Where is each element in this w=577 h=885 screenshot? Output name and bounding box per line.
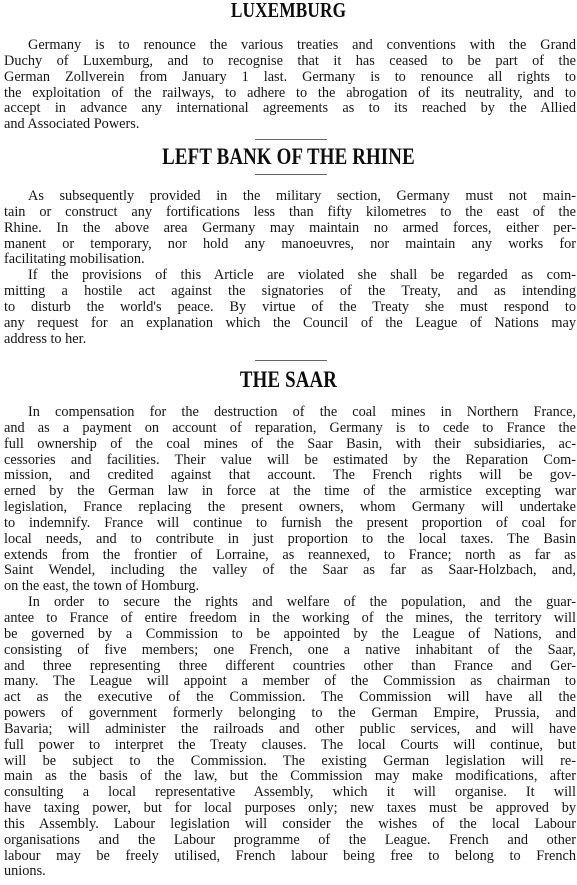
section-heading-the-saar: THE SAAR xyxy=(239,367,338,392)
text-line: and Associated Powers. xyxy=(4,116,140,133)
text-line: main as the basis of the law, but the Commission may make modifications, after xyxy=(4,768,576,785)
text-line: consisting of five members; one French, one a native inhabitant of the Saar, xyxy=(4,641,576,658)
text-line: this Assembly. Labour legislation will consider the wishes of the local Labour xyxy=(4,815,576,832)
text-line: legislation, France replacing the present owners, whom Germany will undertake xyxy=(4,499,576,516)
text-line: Rhine. In the above area Germany may maintain no armed forces, either per- xyxy=(4,219,576,236)
text-line: act as the executive of the Commission. The Commission will have all the xyxy=(4,689,576,706)
section-body-luxemburg xyxy=(4,38,576,133)
text-line: many. The League will appoint a member of the Commission as chairman to xyxy=(4,673,576,690)
text-line: full ownership of the coal mines of the Saar Basin, with their subsidiaries, ac- xyxy=(4,435,576,452)
text-line: As subsequently provided in the military section, Germany must not main- xyxy=(28,188,576,204)
text-line: organisations and the Labour programme of the League. French and other xyxy=(4,831,576,848)
text-line: and three representing three different countries other than France and Ger- xyxy=(4,657,576,674)
section-heading-left-bank-of-the-rhine: LEFT BANK OF THE RHINE xyxy=(162,144,415,169)
text-line: accept in advance any international agreements as to its reached by the Allied xyxy=(4,100,576,117)
text-line: any request for an explanation which the Council of the League of Nations may xyxy=(4,314,576,331)
heading-underline xyxy=(255,174,327,175)
text-line: local needs, and to contribute in just proportion to the local taxes. The Basin xyxy=(4,530,576,547)
text-line: to disturb the world's peace. By virtue of the Treaty she must respond to xyxy=(4,298,576,315)
text-line: If the provisions of this Article are violated she shall be regarded as com- xyxy=(28,267,576,284)
text-line: will be subject to the Commission. The existing German legislation will re- xyxy=(4,752,576,769)
text-line: Bavaria; will administer the railroads and other public services, and will have xyxy=(4,720,576,737)
text-line: unions. xyxy=(4,863,46,880)
section-heading-luxemburg: LUXEMBURG xyxy=(230,0,347,22)
text-line: Duchy of Luxemburg, and to recognise that it has ceased to be part of the xyxy=(4,52,576,69)
section-body-left-bank-of-the-rhine xyxy=(4,189,576,347)
text-line: and as a payment on account of reparation, Germany is to cede to France the xyxy=(4,419,576,436)
text-line: antee to France of entire freedom in the working of the mines, the territory will xyxy=(4,609,576,626)
text-line: address to her. xyxy=(4,330,87,347)
text-line: full power to interpret the Treaty clauses. The local Courts will continue, but xyxy=(4,736,576,753)
section-divider xyxy=(255,360,327,361)
text-line: mission, and credited against that account. The French rights will be gov- xyxy=(4,467,576,484)
text-line: In compensation for the destruction of the coal mines in Northern France, xyxy=(28,404,576,420)
text-line: labour may be freely utilised, French labour being free to belong to French xyxy=(4,847,576,864)
text-line: In order to secure the rights and welfare of the population, and the guar- xyxy=(28,594,576,611)
text-line: powers of government formerly belonging to the German Empire, Prussia, and xyxy=(4,705,576,722)
text-line: mitting a hostile act against the signatories of the Treaty, and as intending xyxy=(4,283,576,300)
text-line: to indemnify. France will continue to furnish the present proportion of coal for xyxy=(4,514,576,531)
text-line: consulting a local representative Assembly, which it will organise. It will xyxy=(4,784,576,801)
text-line: tain or construct any fortifications less than fifty kilometres to the east of the xyxy=(4,203,576,220)
text-line: Saint Wendel, including the valley of the Saar as far as Saar-Holzbach, and, xyxy=(4,562,576,579)
section-divider xyxy=(255,139,327,140)
text-line: German Zollverein from January 1 last. Germany is to renounce all rights to xyxy=(4,68,576,85)
section-body-the-saar xyxy=(4,405,576,880)
text-line: on the east, the town of Homburg. xyxy=(4,578,200,595)
text-line: the exploitation of the railways, to adhere to the abrogation of its neutrality, and to xyxy=(4,84,576,101)
text-line: manent or temporary, nor hold any manoeuvres, nor maintain any works for xyxy=(4,235,576,252)
text-line: facilitating mobilisation. xyxy=(4,251,145,268)
text-line: have taxing power, but for local purposes only; new taxes must be approved by xyxy=(4,800,576,817)
text-line: cessories and facilities. Their value will be estimated by the Reparation Com- xyxy=(4,451,576,468)
text-line: erned by the German law in force at the time of the armistice excepting war xyxy=(4,483,576,500)
text-line: be governed by a Commission to be appointed by the League of Nations, and xyxy=(4,625,576,642)
text-line: extends from the frontier of Lorraine, as reannexed, to France; north as far as xyxy=(4,546,576,563)
text-line: Germany is to renounce the various treaties and conventions with the Grand xyxy=(28,37,576,53)
